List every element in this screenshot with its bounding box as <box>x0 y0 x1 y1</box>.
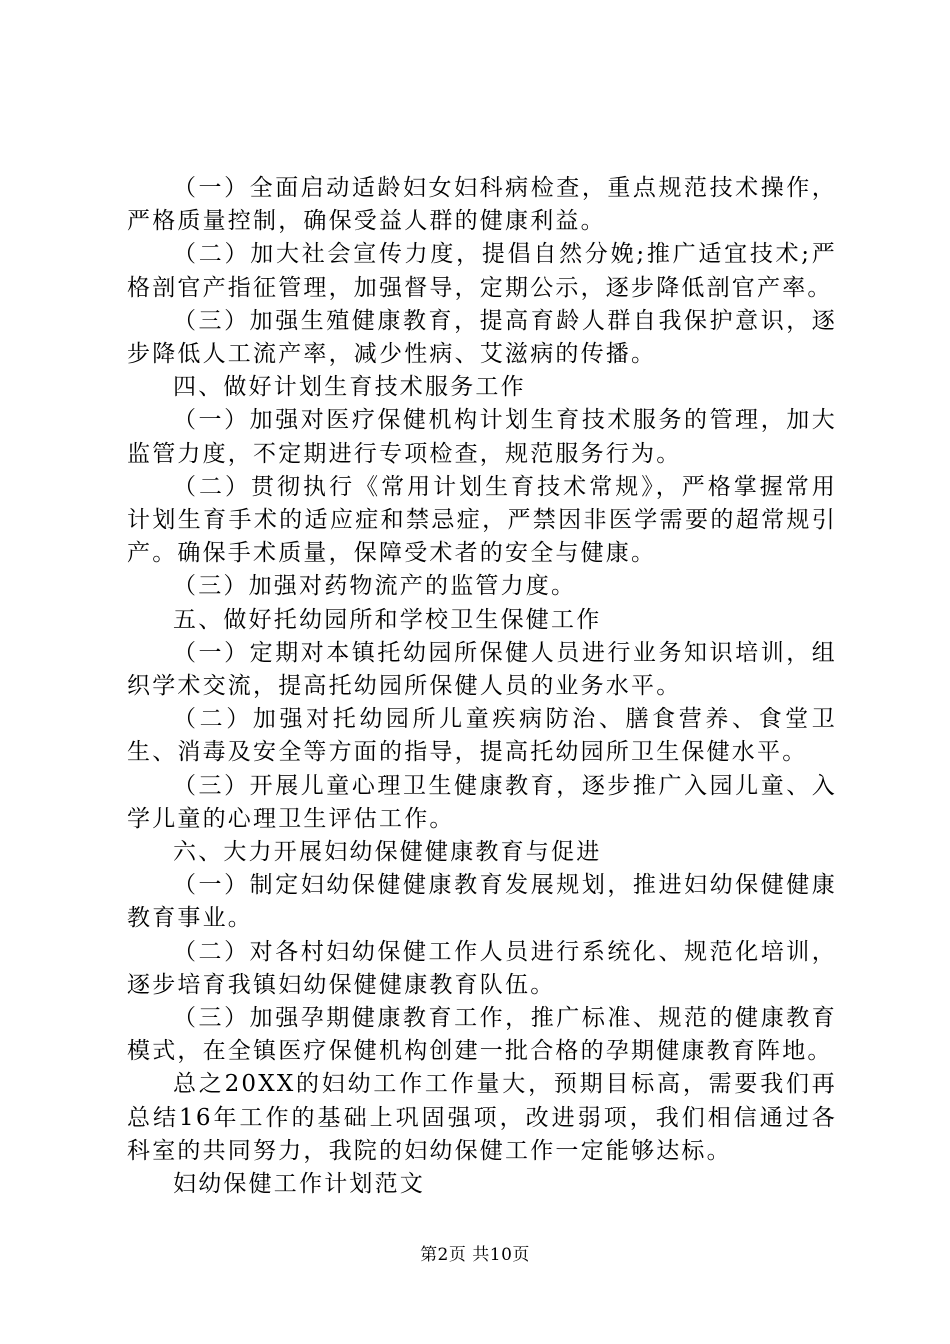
paragraph-6-2: （二）对各村妇幼保健工作人员进行系统化、规范化培训，逐步培育我镇妇幼保健健康教育队伍。 <box>127 938 837 998</box>
document-body <box>127 172 837 1201</box>
section-heading-4: 四、做好计划生育技术服务工作 <box>173 374 526 401</box>
paragraph-6-1: （一）制定妇幼保健健康教育发展规划，推进妇幼保健健康教育事业。 <box>127 872 837 932</box>
paragraph-5-1: （一）定期对本镇托幼园所保健人员进行业务知识培训，组织学术交流，提高托幼园所保健人员的业务水平。 <box>127 639 837 700</box>
paragraph-1: （一）全面启动适龄妇女妇科病检查，重点规范技术操作，严格质量控制，确保受益人群的健康利益。 <box>127 175 837 235</box>
paragraph-4-1: （一）加强对医疗保健机构计划生育技术服务的管理，加大监管力度，不定期进行专项检查，规范服务行为。 <box>127 407 837 467</box>
paragraph-5-2: （二）加强对托幼园所儿童疾病防治、膳食营养、食堂卫生、消毒及安全等方面的指导，提高托幼园所卫生保健水平。 <box>127 706 837 766</box>
page-number-indicator: 第2页 共10页 <box>420 1245 530 1265</box>
paragraph-2: （二）加大社会宣传力度，提倡自然分娩;推广适宜技术;严格剖官产指征管理，加强督导，定期公示，逐步降低剖官产率。 <box>127 241 837 301</box>
paragraph-4-3: （三）加强对药物流产的监管力度。 <box>173 573 577 600</box>
paragraph-6-3: （三）加强孕期健康教育工作，推广标准、规范的健康教育模式，在全镇医疗保健机构创建一批合格的孕期健康教育阵地。 <box>127 1005 837 1065</box>
page-footer <box>0 1240 950 1265</box>
paragraph-5-3: （三）开展儿童心理卫生健康教育，逐步推广入园儿童、入学儿童的心理卫生评估工作。 <box>127 772 837 832</box>
section-heading-5: 五、做好托幼园所和学校卫生保健工作 <box>173 606 602 633</box>
next-document-title: 妇幼保健工作计划范文 <box>173 1171 425 1198</box>
paragraph-4-2: （二）贯彻执行《常用计划生育技术常规》，严格掌握常用计划生育手术的适应症和禁忌症，严禁因非医学需要的超常规引产。确保手术质量，保障受术者的安全与健康。 <box>127 473 837 567</box>
paragraph-summary: 总之20XX的妇幼工作工作量大，预期目标高，需要我们再总结16年工作的基础上巩固强项，改进弱项，我们相信通过各科室的共同努力，我院的妇幼保健工作一定能够达标。 <box>127 1071 837 1164</box>
paragraph-3: （三）加强生殖健康教育，提高育龄人群自我保护意识，逐步降低人工流产率，减少性病、艾滋病的传播。 <box>127 307 837 368</box>
section-heading-6: 六、大力开展妇幼保健健康教育与促进 <box>173 839 602 866</box>
